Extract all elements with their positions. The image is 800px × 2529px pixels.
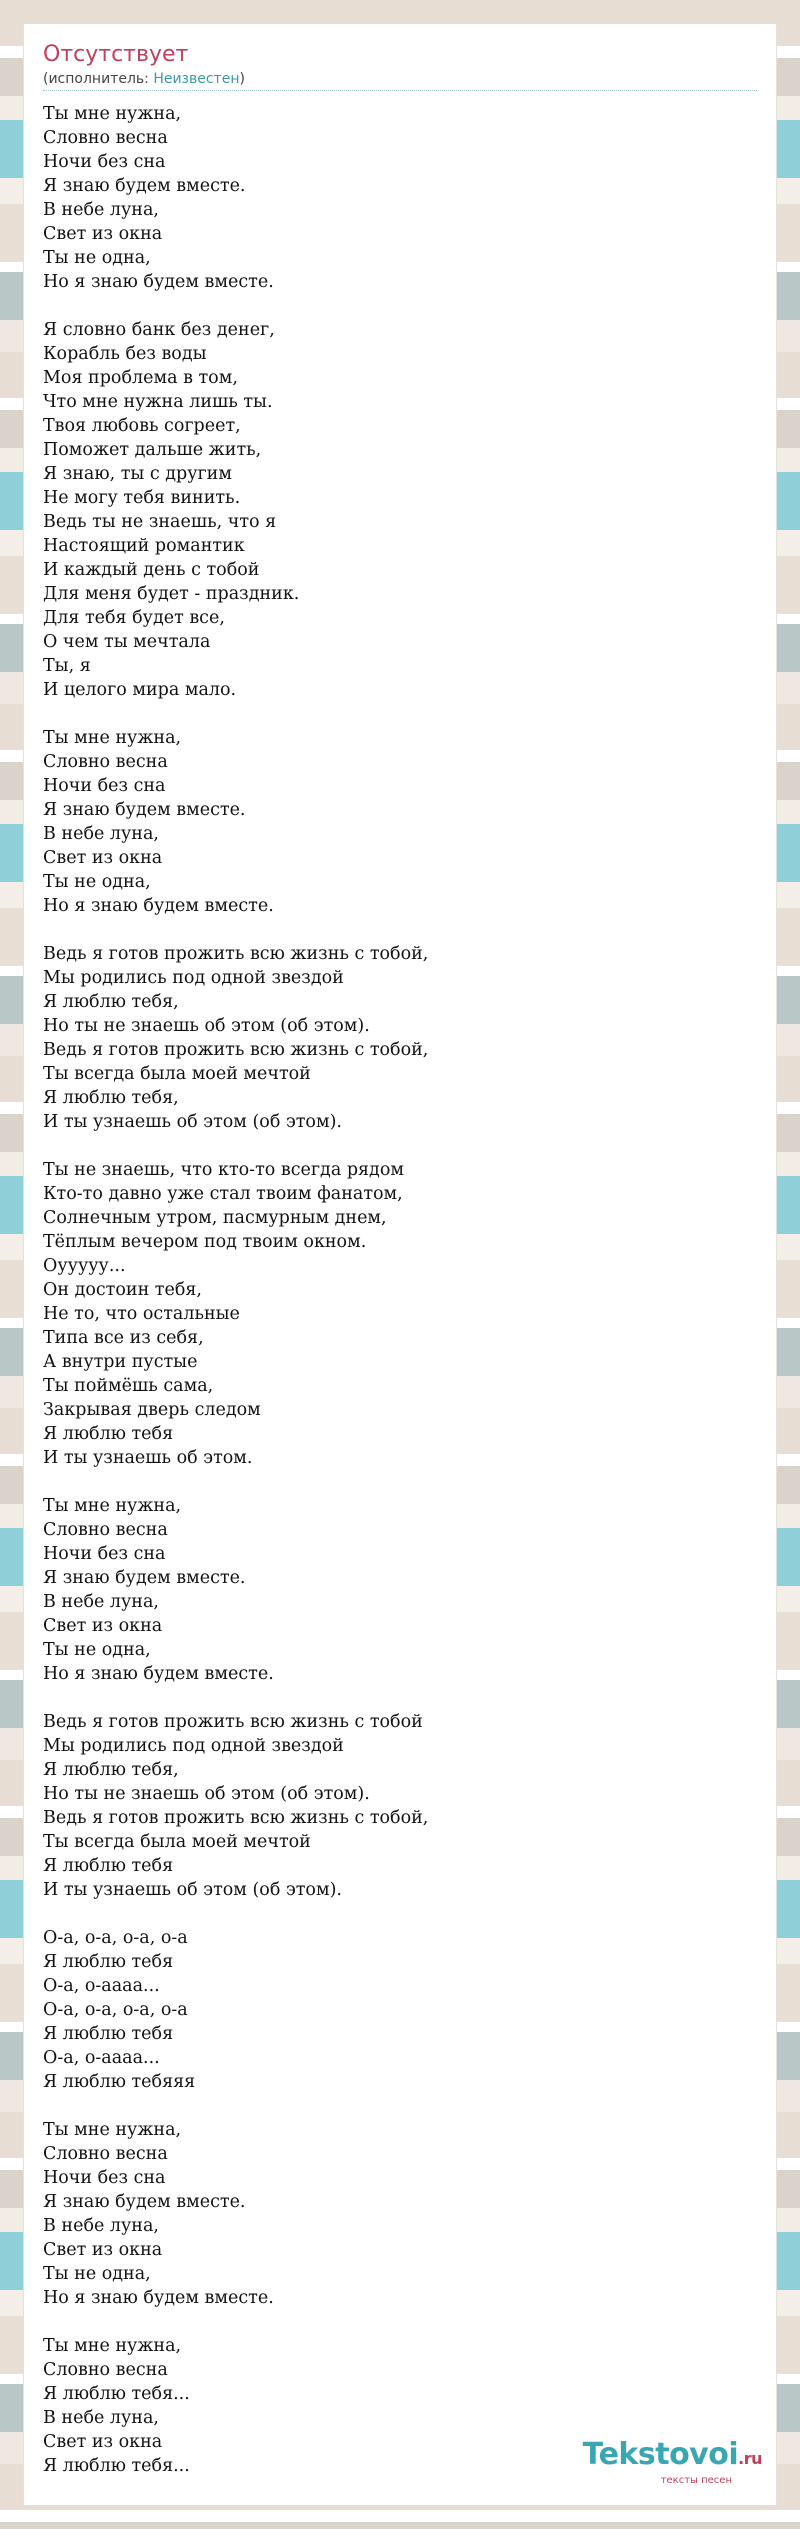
lyrics-stanza — [43, 726, 743, 918]
lyrics-line: Ночи без сна — [43, 2168, 166, 2188]
lyrics-line: Твоя любовь согреет, — [43, 416, 241, 436]
lyrics-line: Но я знаю будем вместе. — [43, 896, 274, 916]
lyrics-line: Кто-то давно уже стал твоим фанатом, — [43, 1184, 403, 1204]
lyrics-line: Ты не одна, — [43, 248, 151, 268]
lyrics-line: Словно весна — [43, 752, 168, 772]
lyrics-line: Мы родились под одной звездой — [43, 968, 344, 988]
lyrics-line: Я люблю тебя, — [43, 1088, 179, 1108]
logo-name: Tekstovoi — [582, 2437, 739, 2472]
lyrics-stanza — [43, 2118, 743, 2310]
lyrics-line: Ведь я готов прожить всю жизнь с тобой, — [43, 1040, 429, 1060]
lyrics-line: Я словно банк без денег, — [43, 320, 275, 340]
lyrics-line: Но я знаю будем вместе. — [43, 272, 274, 292]
lyrics-line: О-а, о-а, о-а, о-а — [43, 1928, 188, 1948]
lyrics-line: Ночи без сна — [43, 776, 166, 796]
lyrics-line: Ты мне нужна, — [43, 2120, 182, 2140]
lyrics-line: Закрывая дверь следом — [43, 1400, 261, 1420]
lyrics-line: Я люблю тебя — [43, 1424, 174, 1444]
lyrics-line: И целого мира мало. — [43, 680, 237, 700]
lyrics-line: О-а, о-аааа... — [43, 1976, 160, 1996]
lyrics-line: Я знаю будем вместе. — [43, 176, 246, 196]
lyrics-line: В небе луна, — [43, 2216, 159, 2236]
lyrics-line: Словно весна — [43, 2360, 168, 2380]
lyrics-line: В небе луна, — [43, 824, 159, 844]
lyrics-line: Я знаю будем вместе. — [43, 1568, 246, 1588]
lyrics-line: Ведь ты не знаешь, что я — [43, 512, 277, 532]
lyrics-line: Для меня будет - праздник. — [43, 584, 300, 604]
lyrics-line: Но ты не знаешь об этом (об этом). — [43, 1016, 370, 1036]
lyrics-line: Ты, я — [43, 656, 91, 676]
logo-tld: .ru — [738, 2449, 762, 2468]
lyrics-line: Ведь я готов прожить всю жизнь с тобой — [43, 1712, 423, 1732]
header-divider — [43, 90, 757, 91]
lyrics-line: В небе луна, — [43, 200, 159, 220]
lyrics-line: Тёплым вечером под твоим окном. — [43, 1232, 367, 1252]
lyrics-line: Типа все из себя, — [43, 1328, 204, 1348]
lyrics-line: Ты не одна, — [43, 872, 151, 892]
lyrics-line: Свет из окна — [43, 2432, 163, 2452]
lyrics-line: Ты всегда была моей мечтой — [43, 1832, 311, 1852]
lyrics-line: Ты всегда была моей мечтой — [43, 1064, 311, 1084]
lyrics-line: Словно весна — [43, 1520, 168, 1540]
lyrics-line: Словно весна — [43, 128, 168, 148]
lyrics-stanza — [43, 1158, 743, 1470]
lyrics-line: Ночи без сна — [43, 1544, 166, 1564]
lyrics-line: Оууууу... — [43, 1256, 126, 1276]
artist-prefix: (исполнитель: — [43, 71, 154, 87]
lyrics-line: Но ты не знаешь об этом (об этом). — [43, 1784, 370, 1804]
lyrics-stanza — [43, 1926, 743, 2094]
lyrics-line: Свет из окна — [43, 1616, 163, 1636]
lyrics-line: Ты мне нужна, — [43, 104, 182, 124]
lyrics-line: Ты мне нужна, — [43, 1496, 182, 1516]
lyrics-line: О-а, о-аааа... — [43, 2048, 160, 2068]
lyrics-line: Ты мне нужна, — [43, 2336, 182, 2356]
lyrics-stanza — [43, 1494, 743, 1686]
lyrics-line: Что мне нужна лишь ты. — [43, 392, 273, 412]
lyrics-line: О чем ты мечтала — [43, 632, 211, 652]
lyrics-line: Я знаю будем вместе. — [43, 2192, 246, 2212]
lyrics-line: Не могу тебя винить. — [43, 488, 241, 508]
lyrics-line: Я люблю тебя... — [43, 2384, 190, 2404]
lyrics-stanza — [43, 1710, 743, 1902]
lyrics-line: Он достоин тебя, — [43, 1280, 202, 1300]
artist-suffix: ) — [239, 71, 245, 87]
lyrics-line: Ты не одна, — [43, 1640, 151, 1660]
lyrics-body — [43, 102, 743, 2502]
song-title: Отсутствует — [43, 42, 189, 67]
lyrics-line: И ты узнаешь об этом. — [43, 1448, 253, 1468]
lyrics-line: И ты узнаешь об этом (об этом). — [43, 1112, 342, 1132]
lyrics-line: А внутри пустые — [43, 1352, 198, 1372]
lyrics-line: Я знаю будем вместе. — [43, 800, 246, 820]
lyrics-line: Словно весна — [43, 2144, 168, 2164]
lyrics-line: В небе луна, — [43, 1592, 159, 1612]
lyrics-card — [24, 24, 776, 2505]
lyrics-line: Настоящий романтик — [43, 536, 245, 556]
lyrics-stanza — [43, 942, 743, 1134]
lyrics-line: Не то, что остальные — [43, 1304, 240, 1324]
lyrics-line: Свет из окна — [43, 224, 163, 244]
lyrics-line: Моя проблема в том, — [43, 368, 238, 388]
lyrics-line: Я люблю тебя — [43, 2024, 174, 2044]
lyrics-line: Свет из окна — [43, 848, 163, 868]
lyrics-line: Я люблю тебя — [43, 1952, 174, 1972]
lyrics-line: И каждый день с тобой — [43, 560, 260, 580]
lyrics-line: Ты мне нужна, — [43, 728, 182, 748]
lyrics-line: Поможет дальше жить, — [43, 440, 262, 460]
lyrics-line: Ты не одна, — [43, 2264, 151, 2284]
logo-wordmark — [583, 2439, 762, 2475]
lyrics-line: О-а, о-а, о-а, о-а — [43, 2000, 188, 2020]
lyrics-line: Ты поймёшь сама, — [43, 1376, 214, 1396]
logo-tagline: тексты песен — [660, 2475, 732, 2486]
lyrics-line: Корабль без воды — [43, 344, 207, 364]
lyrics-line: Я люблю тебя, — [43, 1760, 179, 1780]
lyrics-line: Ночи без сна — [43, 152, 166, 172]
artist-line — [43, 70, 245, 88]
lyrics-line: Мы родились под одной звездой — [43, 1736, 344, 1756]
lyrics-line: Для тебя будет все, — [43, 608, 225, 628]
lyrics-line: Я люблю тебя — [43, 1856, 174, 1876]
lyrics-stanza — [43, 102, 743, 294]
lyrics-line: Я люблю тебя... — [43, 2456, 190, 2476]
lyrics-line: В небе луна, — [43, 2408, 159, 2428]
lyrics-line: Ты не знаешь, что кто-то всегда рядом — [43, 1160, 404, 1180]
lyrics-line: Но я знаю будем вместе. — [43, 2288, 274, 2308]
site-logo[interactable] — [583, 2439, 762, 2487]
lyrics-line: Я люблю тебяяя — [43, 2072, 196, 2092]
lyrics-line: Ведь я готов прожить всю жизнь с тобой, — [43, 1808, 429, 1828]
lyrics-line: Я люблю тебя, — [43, 992, 179, 1012]
lyrics-line: Но я знаю будем вместе. — [43, 1664, 274, 1684]
lyrics-line: Ведь я готов прожить всю жизнь с тобой, — [43, 944, 429, 964]
lyrics-line: И ты узнаешь об этом (об этом). — [43, 1880, 342, 1900]
lyrics-line: Свет из окна — [43, 2240, 163, 2260]
lyrics-line: Я знаю, ты с другим — [43, 464, 232, 484]
lyrics-stanza — [43, 318, 743, 702]
lyrics-line: Солнечным утром, пасмурным днем, — [43, 1208, 387, 1228]
artist-link[interactable]: Неизвестен — [153, 71, 240, 87]
